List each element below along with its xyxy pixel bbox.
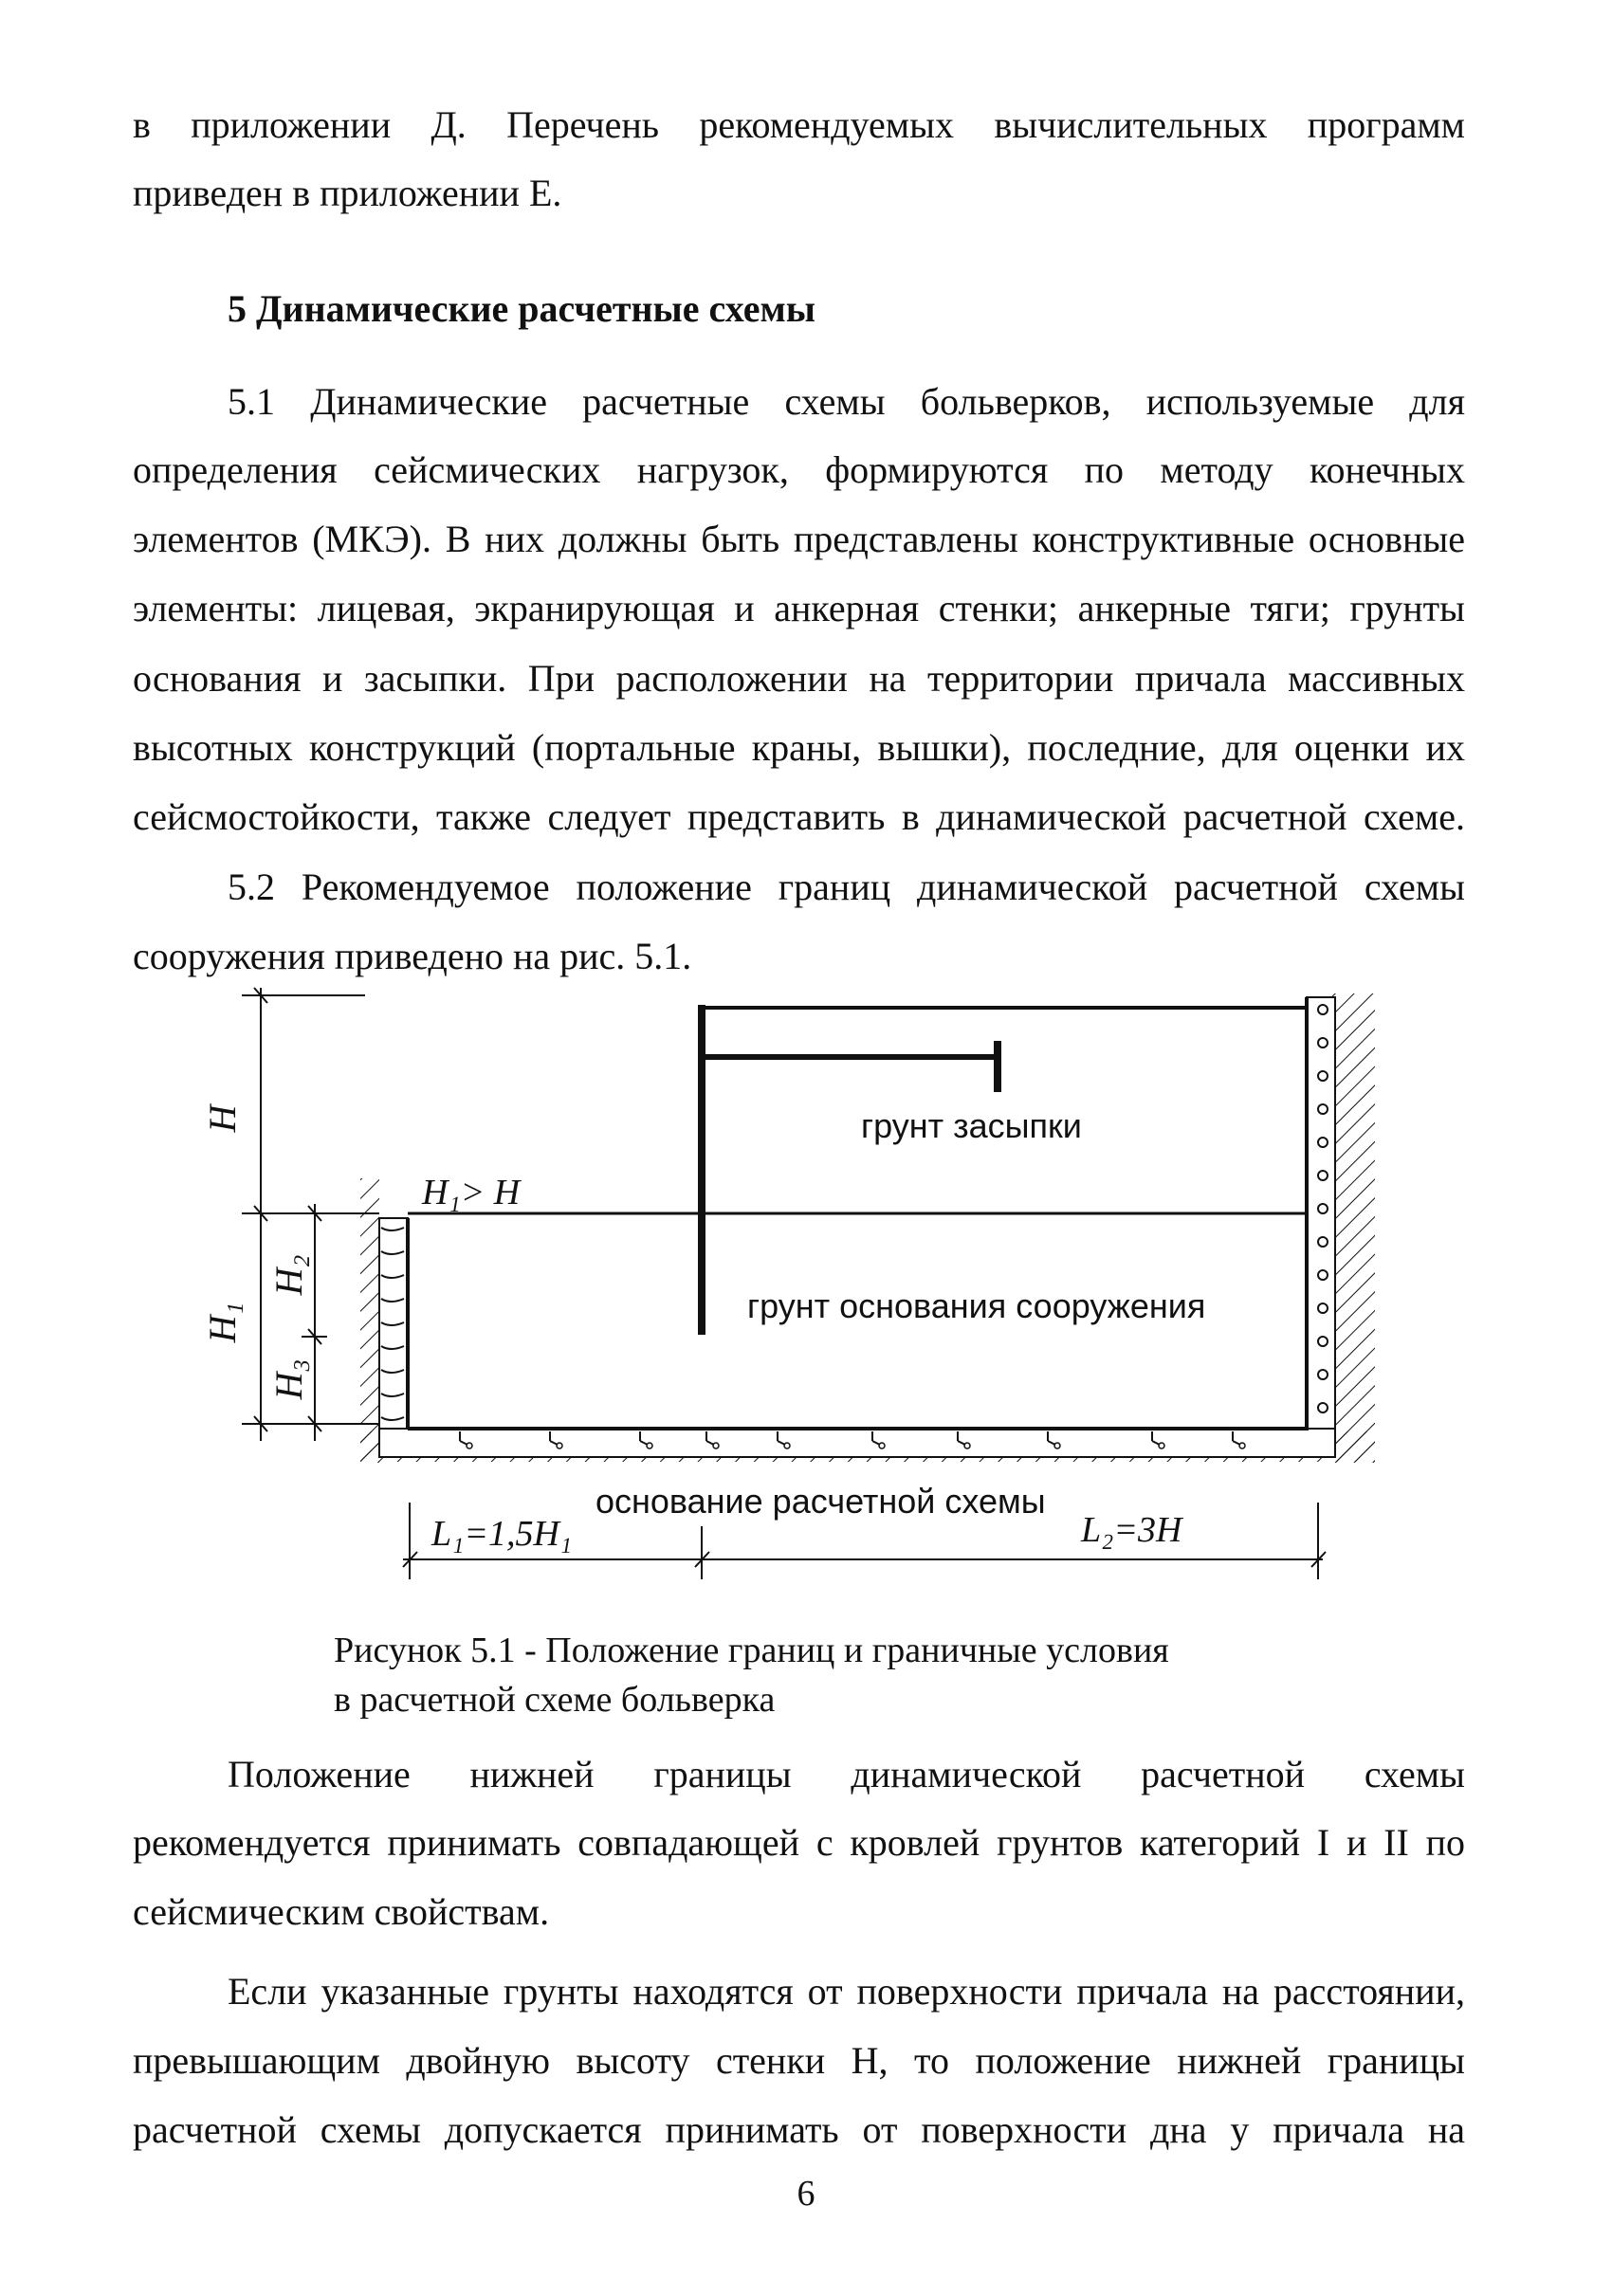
- p51-line-7: сейсмостойкости, также следует представить в динамической расчетной схеме.: [133, 795, 1465, 838]
- label-h: H: [201, 1104, 244, 1133]
- figure-caption-line-2: в расчетной схеме больверка: [334, 1680, 776, 1720]
- pb2-line-3: расчетной схемы допускается принимать от поверхности дна у причала на: [133, 2108, 1465, 2151]
- bottom-boundary: [379, 1429, 1335, 1457]
- label-base: основание расчетной схемы: [595, 1482, 1046, 1521]
- p51-line-3: элементов (МКЭ). В них должны быть представлены конструктивные основные: [133, 518, 1465, 560]
- label-h1: H₁: [201, 1302, 244, 1343]
- ground-hatching: [360, 993, 1375, 1463]
- pb1-line-1: Положение нижней границы динамической расчетной схемы: [228, 1753, 1465, 1795]
- label-h1-gt-h: H₁> H: [422, 1173, 521, 1212]
- label-h3: H₃: [267, 1358, 310, 1400]
- page-number: 6: [797, 2174, 815, 2214]
- left-boundary: [379, 1218, 408, 1429]
- right-boundary: [1307, 997, 1335, 1430]
- pb1-line-2: рекомендуется принимать совпадающей с кровлей грунтов категорий I и II по: [133, 1821, 1465, 1864]
- p52-line-2: сооружения приведено на рис. 5.1.: [133, 935, 692, 977]
- pb2-line-2: превышающим двойную высоту стенки H, то положение нижней границы: [133, 2039, 1465, 2082]
- pb2-line-1: Если указанные грунты находятся от поверхности причала на расстоянии,: [228, 1970, 1465, 2013]
- intro-line-1: в приложении Д. Перечень рекомендуемых вычислительных программ: [133, 103, 1465, 146]
- section-heading: 5 Динамические расчетные схемы: [228, 287, 815, 330]
- figure-5-1-diagram: [0, 976, 1612, 1621]
- label-l1: L₁=1,5H₁: [431, 1514, 573, 1554]
- p51-line-4: элементы: лицевая, экранирующая и анкерная стенки; анкерные тяги; грунты: [133, 587, 1465, 629]
- p51-line-5: основания и засыпки. При расположении на территории причала массивных: [133, 657, 1465, 700]
- label-foundation-soil: грунт основания сооружения: [747, 1286, 1206, 1325]
- figure-caption-line-1: Рисунок 5.1 - Положение границ и граничные условия: [334, 1631, 1169, 1670]
- p52-line-1: 5.2 Рекомендуемое положение границ динамической расчетной схемы: [228, 866, 1465, 908]
- intro-line-2: приведен в приложении Е.: [133, 172, 562, 214]
- pb1-line-3: сейсмическим свойствам.: [133, 1890, 550, 1933]
- vertical-dimensions: [242, 988, 379, 1441]
- label-l2: L₂=3H: [1081, 1510, 1182, 1550]
- p51-line-6: высотных конструкций (портальные краны, вышки), последние, для оценки их: [133, 726, 1465, 769]
- label-h2: H₂: [267, 1254, 310, 1296]
- p51-line-2: определения сейсмических нагрузок, формируются по методу конечных: [133, 448, 1465, 491]
- label-backfill: грунт засыпки: [861, 1106, 1082, 1145]
- p51-line-1: 5.1 Динамические расчетные схемы больверков, используемые для: [228, 380, 1465, 423]
